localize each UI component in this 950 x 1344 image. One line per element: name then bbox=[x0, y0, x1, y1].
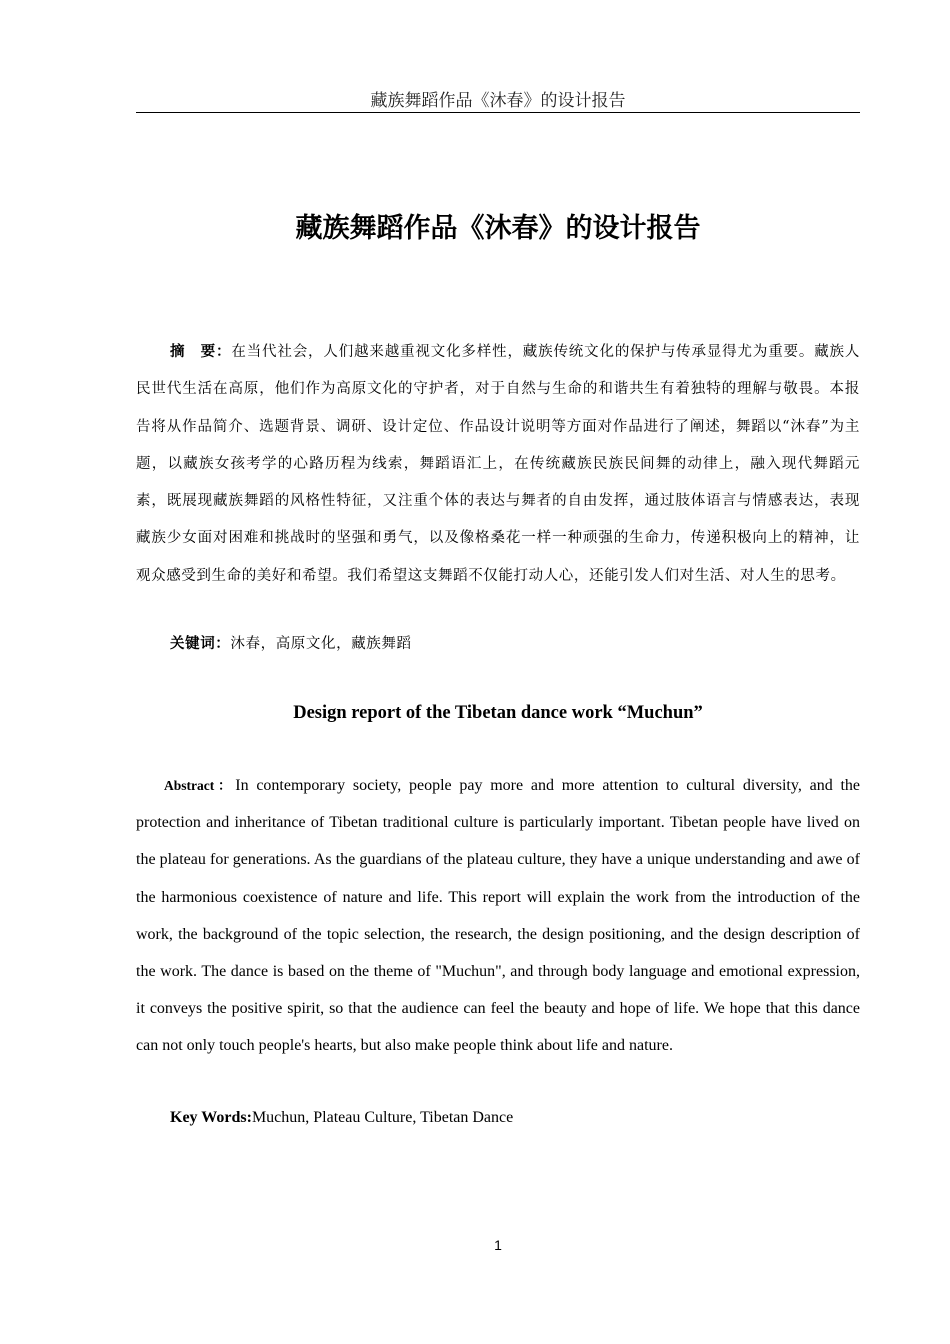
chinese-abstract-text: 在当代社会，人们越来越重视文化多样性，藏族传统文化的保护与传承显得尤为重要。藏族人民世代生活在高原，他们作为高原文化的守护者，对于自然与生命的和谐共生有着独特的理解与敬畏。本报告将从作品简介、选题背景、调研、设计定位、作品设计说明等方面对作品进行了阐述，舞蹈以“沐春”为主题，以藏族女孩考学的心路历程为线索，舞蹈语汇上，在传统藏族民族民间舞的动律上，融入现代舞蹈元素，既展现藏族舞蹈的风格性特征，又注重个体的表达与舞者的自由发挥，通过肢体语言与情感表达，表现藏族少女面对困难和挑战时的坚强和勇气，以及像格桑花一样一种顽强的生命力，传递积极向上的精神，让观众感受到生命的美好和希望。我们希望这支舞蹈不仅能打动人心，还能引发人们对生活、对人生的思考。 bbox=[136, 344, 860, 584]
english-abstract-label: Abstract： bbox=[164, 778, 236, 793]
chinese-abstract bbox=[136, 334, 860, 595]
chinese-abstract-label: 摘 要： bbox=[170, 344, 232, 360]
chinese-title: 藏族舞蹈作品《沐春》的设计报告 bbox=[295, 213, 701, 244]
english-keywords bbox=[170, 1105, 860, 1131]
chinese-keywords bbox=[170, 630, 860, 658]
english-title: Design report of the Tibetan dance work “Muchun” bbox=[293, 703, 703, 723]
running-header: 藏族舞蹈作品《沐春》的设计报告 bbox=[370, 91, 626, 111]
english-keywords-label: Key Words: bbox=[170, 1109, 252, 1126]
page-number: 1 bbox=[494, 1237, 502, 1253]
english-abstract-text: In contemporary society, people pay more and more attention to cultural diversity, and the protection and inheritance of Tibetan traditional culture is particularly important. Tibetan people have lived on the plateau for generations. As the guardians of the plateau culture, they have a unique understanding and awe of the harmonious coexistence of nature and life. This report will explain the work from the introduction of the work, the background of the topic selection, the research, the design positioning, and the design description of the work. The dance is based on the theme of "Muchun", and through body language and emotional expression, it conveys the positive spirit, so that the audience can feel the beauty and hope of life. We hope that this dance can not only touch people's hearts, but also make people think about life and nature. bbox=[136, 777, 860, 1055]
chinese-keywords-text: 沐春，高原文化，藏族舞蹈 bbox=[230, 636, 412, 652]
english-abstract bbox=[136, 767, 860, 1065]
header-rule bbox=[136, 112, 860, 113]
chinese-keywords-label: 关键词： bbox=[170, 636, 231, 652]
english-keywords-text: Muchun, Plateau Culture, Tibetan Dance bbox=[251, 1109, 514, 1126]
